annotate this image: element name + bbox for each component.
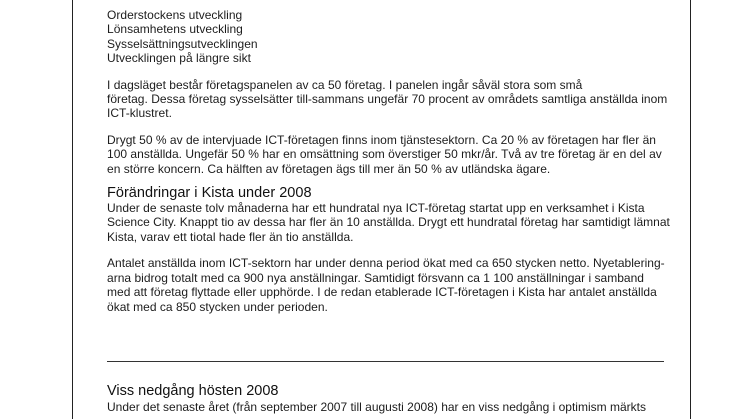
text-line: I dagsläget består företagspanelen av ca 50 företag. I panelen ingår såväl stora som små: [107, 77, 583, 92]
text-line: ökat med ca 850 stycken under perioden.: [107, 299, 328, 314]
text-line: Science City. Knappt tio av dessa har fler än 10 anställda. Drygt ett hundratal företag har samtidigt lämnat: [107, 215, 670, 230]
section-viss-nedgang: [107, 383, 667, 414]
intro-paragraph-1: [107, 78, 667, 121]
section1-paragraph-2: [107, 256, 667, 314]
section-heading-nedgang-2008: Viss nedgång hösten 2008: [107, 383, 279, 399]
text-line: företag. Dessa företag sysselsätter till-sammans ungefär 70 procent av områdets samtliga anställda inom: [107, 92, 668, 107]
text-line: 100 anställda. Ungefär 50 % har en omsättning som överstiger 50 mkr/år. Två av tre företag är en del av: [107, 147, 662, 162]
text-line: arna bidrog totalt med ca 900 nya anställningar. Samtidigt försvann ca 1 100 anställningar i samband: [107, 270, 644, 285]
list-item: Sysselsättningsutvecklingen: [107, 36, 258, 51]
bullet-list: [107, 8, 667, 66]
document-body: [107, 8, 670, 314]
section-divider: [107, 361, 664, 362]
section2-paragraph-1: [107, 400, 667, 414]
page-border-right: [690, 0, 691, 419]
list-item: Lönsamhetens utveckling: [107, 22, 243, 37]
section1-paragraph-1: [107, 201, 670, 244]
text-line: Antalet anställda inom ICT-sektorn har under denna period ökat med ca 650 stycken netto. Nyetablering-: [107, 256, 665, 271]
list-item: Orderstockens utveckling: [107, 8, 243, 22]
text-line: en större koncern. Ca hälften av företagen ägs till mer än 50 % av utländska ägare.: [107, 161, 551, 176]
list-item: Utvecklingen på längre sikt: [107, 51, 251, 66]
text-line: med att företag flyttade eller upphörde. I de redan etablerade ICT-företagen i Kista har antalet anställda: [107, 285, 657, 300]
text-line: Kista, varav ett tiotal hade fler än tio anställda.: [107, 229, 354, 244]
section-heading-kista-2008: Förändringar i Kista under 2008: [107, 185, 312, 202]
text-line: Under de senaste tolv månaderna har ett hundratal nya ICT-företag startat upp en verksamhet i Kista: [107, 201, 645, 216]
intro-paragraph-2: [107, 133, 667, 176]
text-line: Under det senaste året (från september 2007 till augusti 2008) har en viss nedgång i optimism märkts: [107, 400, 646, 414]
text-line: ICT-klustret.: [107, 106, 172, 121]
page-border-left: [72, 0, 73, 419]
text-line: Drygt 50 % av de intervjuade ICT-företagen finns inom tjänstesektorn. Ca 20 % av företagen har fler än: [107, 132, 656, 147]
